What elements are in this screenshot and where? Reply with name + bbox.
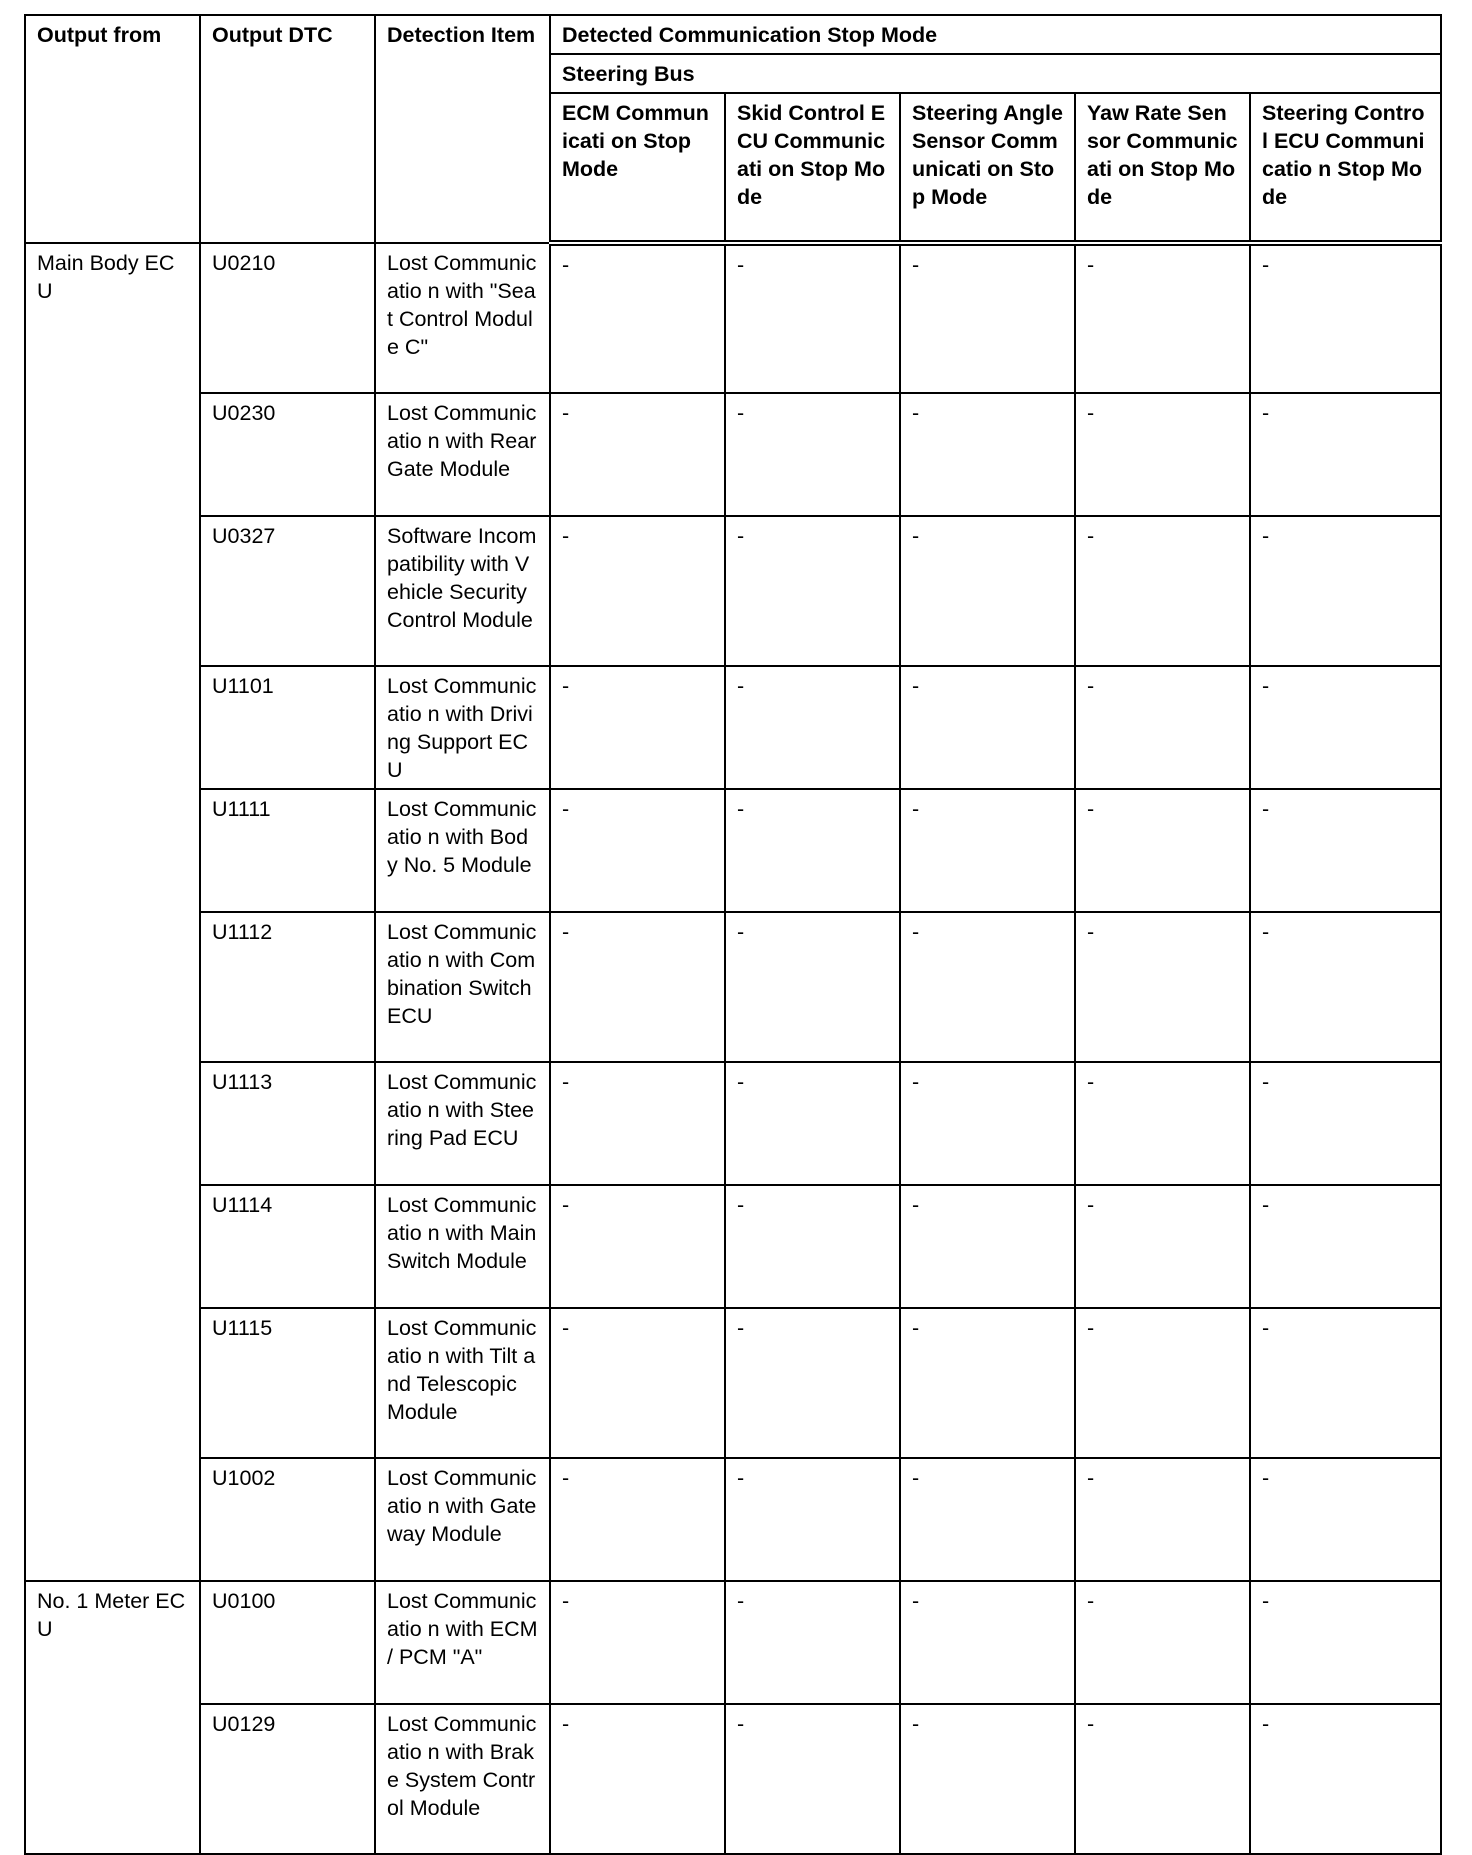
header-mode-ecm: ECM Communicati on Stop Mode — [550, 93, 725, 243]
dtc-code-cell: U0230 — [200, 393, 375, 516]
mode-cell: - — [900, 1185, 1075, 1308]
mode-cell: - — [1250, 243, 1441, 393]
mode-cell: - — [725, 243, 900, 393]
mode-cell: - — [550, 516, 725, 666]
detection-item-cell: Lost Communicatio n with Body No. 5 Module — [375, 789, 550, 912]
mode-cell: - — [550, 912, 725, 1062]
mode-cell: - — [550, 1185, 725, 1308]
dtc-code-cell: U1002 — [200, 1458, 375, 1581]
mode-cell: - — [725, 1704, 900, 1854]
dtc-code-cell: U1113 — [200, 1062, 375, 1185]
mode-cell: - — [1075, 789, 1250, 912]
table-row — [25, 1704, 1441, 1854]
table-row — [25, 789, 1441, 912]
mode-cell: - — [1075, 1185, 1250, 1308]
mode-cell: - — [900, 1704, 1075, 1854]
mode-cell: - — [725, 393, 900, 516]
table-row — [25, 912, 1441, 1062]
mode-cell: - — [1250, 1458, 1441, 1581]
detection-item-cell: Lost Communicatio n with Brake System Control Module — [375, 1704, 550, 1854]
detection-item-cell: Lost Communicatio n with Steering Pad ECU — [375, 1062, 550, 1185]
mode-cell: - — [1250, 1185, 1441, 1308]
mode-cell: - — [1075, 1062, 1250, 1185]
mode-cell: - — [1250, 666, 1441, 789]
mode-cell: - — [1075, 912, 1250, 1062]
mode-cell: - — [550, 666, 725, 789]
mode-cell: - — [900, 1308, 1075, 1458]
mode-cell: - — [1250, 1704, 1441, 1854]
detection-item-cell: Lost Communicatio n with Driving Support ECU — [375, 666, 550, 789]
mode-cell: - — [900, 789, 1075, 912]
mode-cell: - — [725, 1308, 900, 1458]
mode-cell: - — [550, 1062, 725, 1185]
mode-cell: - — [725, 1062, 900, 1185]
mode-cell: - — [1075, 516, 1250, 666]
mode-cell: - — [1075, 243, 1250, 393]
detection-item-cell: Lost Communicatio n with Gateway Module — [375, 1458, 550, 1581]
mode-cell: - — [1075, 1581, 1250, 1704]
mode-cell: - — [900, 1581, 1075, 1704]
dtc-code-cell: U1112 — [200, 912, 375, 1062]
mode-cell: - — [1075, 1458, 1250, 1581]
dtc-code-cell: U0327 — [200, 516, 375, 666]
mode-cell: - — [550, 789, 725, 912]
header-mode-skid-control: Skid Control ECU Communicati on Stop Mode — [725, 93, 900, 243]
document-page — [24, 14, 1440, 1820]
mode-cell: - — [550, 1581, 725, 1704]
mode-cell: - — [550, 243, 725, 393]
dtc-table — [24, 14, 1442, 1855]
header-output-dtc: Output DTC — [200, 15, 375, 243]
dtc-code-cell: U0129 — [200, 1704, 375, 1854]
mode-cell: - — [900, 1458, 1075, 1581]
table-body — [25, 243, 1441, 1854]
mode-cell: - — [900, 516, 1075, 666]
mode-cell: - — [550, 1308, 725, 1458]
detection-item-cell: Lost Communicatio n with ECM / PCM "A" — [375, 1581, 550, 1704]
mode-cell: - — [1250, 1062, 1441, 1185]
dtc-code-cell: U1114 — [200, 1185, 375, 1308]
mode-cell: - — [725, 789, 900, 912]
table-row — [25, 243, 1441, 393]
table-row — [25, 1458, 1441, 1581]
header-row — [25, 15, 1441, 54]
mode-cell: - — [725, 666, 900, 789]
mode-cell: - — [1250, 912, 1441, 1062]
table-row — [25, 1308, 1441, 1458]
mode-cell: - — [550, 1704, 725, 1854]
mode-cell: - — [1250, 1581, 1441, 1704]
mode-cell: - — [725, 1185, 900, 1308]
detection-item-cell: Lost Communicatio n with Rear Gate Module — [375, 393, 550, 516]
mode-cell: - — [1250, 789, 1441, 912]
mode-cell: - — [900, 243, 1075, 393]
mode-cell: - — [550, 1458, 725, 1581]
table-row — [25, 393, 1441, 516]
output-from-cell: No. 1 Meter ECU — [25, 1581, 200, 1854]
header-mode-steering-control: Steering Control ECU Communicatio n Stop Mode — [1250, 93, 1441, 243]
table-row — [25, 666, 1441, 789]
mode-cell: - — [900, 912, 1075, 1062]
detection-item-cell: Lost Communicatio n with "Seat Control Module C" — [375, 243, 550, 393]
mode-cell: - — [900, 1062, 1075, 1185]
table-row — [25, 1062, 1441, 1185]
dtc-code-cell: U0100 — [200, 1581, 375, 1704]
dtc-code-cell: U0210 — [200, 243, 375, 393]
mode-cell: - — [900, 666, 1075, 789]
table-row — [25, 516, 1441, 666]
table-row — [25, 1185, 1441, 1308]
mode-cell: - — [1075, 666, 1250, 789]
mode-cell: - — [1250, 1308, 1441, 1458]
mode-cell: - — [725, 1458, 900, 1581]
header-output-from: Output from — [25, 15, 200, 243]
header-mode-yaw-rate: Yaw Rate Sensor Communicati on Stop Mode — [1075, 93, 1250, 243]
detection-item-cell: Lost Communicatio n with Combination Switch ECU — [375, 912, 550, 1062]
mode-cell: - — [1250, 516, 1441, 666]
output-from-cell: Main Body ECU — [25, 243, 200, 1581]
mode-cell: - — [725, 1581, 900, 1704]
mode-cell: - — [725, 516, 900, 666]
mode-cell: - — [1250, 393, 1441, 516]
header-detected-mode: Detected Communication Stop Mode — [550, 15, 1441, 54]
mode-cell: - — [550, 393, 725, 516]
mode-cell: - — [1075, 393, 1250, 516]
mode-cell: - — [900, 393, 1075, 516]
detection-item-cell: Lost Communicatio n with Main Switch Module — [375, 1185, 550, 1308]
header-steering-bus: Steering Bus — [550, 54, 1441, 93]
dtc-code-cell: U1101 — [200, 666, 375, 789]
mode-cell: - — [725, 912, 900, 1062]
mode-cell: - — [1075, 1308, 1250, 1458]
detection-item-cell: Software Incompatibility with Vehicle Security Control Module — [375, 516, 550, 666]
mode-cell: - — [1075, 1704, 1250, 1854]
dtc-code-cell: U1115 — [200, 1308, 375, 1458]
table-header — [25, 15, 1441, 243]
detection-item-cell: Lost Communicatio n with Tilt and Telescopic Module — [375, 1308, 550, 1458]
table-row — [25, 1581, 1441, 1704]
dtc-code-cell: U1111 — [200, 789, 375, 912]
header-detection-item: Detection Item — [375, 15, 550, 243]
header-mode-steering-angle: Steering Angle Sensor Communicati on Stop Mode — [900, 93, 1075, 243]
